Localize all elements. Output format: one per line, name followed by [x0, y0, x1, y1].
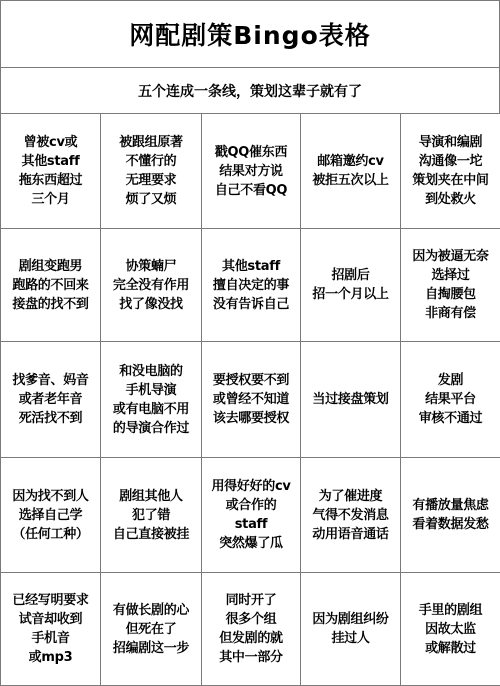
bingo-cell-text: 因为被逼无奈 选择过 自掏腰包 非商有偿 [412, 249, 489, 321]
bingo-cell-r2c3 [202, 229, 301, 342]
page-title: 网配剧策Bingo表格 [0, 0, 500, 68]
bingo-cell-text: 为了催进度 气得不发消息 动用语音通话 [312, 488, 389, 542]
bingo-cell-text: 有做长剧的心 但死在了 招编剧这一步 [112, 602, 190, 656]
bingo-cell-r5c1 [1, 573, 101, 686]
bingo-cell-r5c5 [401, 573, 500, 686]
bingo-cell-r3c4 [301, 342, 401, 458]
bingo-cell-text: 手里的剧组 因故太监 或解散过 [418, 602, 483, 656]
bingo-cell-text: 同时开了 很多个组 但发剧的就 其中一部分 [219, 593, 283, 665]
bingo-cell-text: 导演和编剧 沟通像一坨 策划夹在中间 到处救火 [412, 135, 489, 207]
bingo-cell-text: 找爹音、妈音 或者老年音 死活找不到 [12, 373, 89, 426]
bingo-cell-text: 被跟组原著 不懂行的 无理要求 烦了又烦 [119, 135, 183, 207]
bingo-cell-r3c1 [1, 342, 101, 458]
bingo-cell-text: 已经写明要求 试音却收到 手机音 或mp3 [12, 593, 89, 665]
bingo-cell-r1c5 [401, 114, 500, 229]
bingo-cell-r2c5 [401, 229, 500, 342]
bingo-cell-r3c5 [401, 342, 500, 458]
bingo-cell-text: 剧组其他人 犯了错 自己直接被挂 [112, 488, 190, 542]
bingo-cell-r3c2 [101, 342, 202, 458]
bingo-cell-r4c4 [301, 458, 401, 573]
bingo-cell-r5c2 [101, 573, 202, 686]
bingo-cell-text: 戳QQ催东西 结果对方说 自己不看QQ [214, 144, 288, 198]
bingo-cell-text: 有播放量焦虑 看着数据发愁 [412, 498, 489, 532]
bingo-cell-r4c5 [401, 458, 500, 573]
bingo-cell-r1c4 [301, 114, 401, 229]
bingo-cell-text: 发剧 结果平台 审核不通过 [418, 373, 483, 426]
bingo-cell-text: 其他staff 擅自决定的事 没有告诉自己 [212, 258, 290, 312]
bingo-cell-text: 因为找不到人 选择自己学 （任何工种） [12, 488, 89, 542]
bingo-cell-r1c3 [202, 114, 301, 229]
bingo-cell-r4c1 [1, 458, 101, 573]
bingo-cell-text: 要授权要不到 或曾经不知道 该去哪要授权 [212, 373, 290, 426]
bingo-cell-r1c2 [101, 114, 202, 229]
bingo-cell-text: 剧组变跑男 跑路的不回来 接盘的找不到 [12, 258, 89, 312]
bingo-cell-text: 协策蝻尸 完全没有作用 找了像没找 [112, 258, 190, 312]
bingo-cell-r5c4 [301, 573, 401, 686]
bingo-cell-r1c1 [1, 114, 101, 229]
bingo-cell-r5c3 [202, 573, 301, 686]
bingo-cell-r2c1 [1, 229, 101, 342]
bingo-cell-text: 因为剧组纠纷 挂过人 [312, 612, 389, 646]
page-subtitle: 五个连成一条线，策划这辈子就有了 [0, 68, 500, 114]
bingo-cell-r4c3 [202, 458, 301, 573]
bingo-cell-text: 和没电脑的 手机导演 或有电脑不用 的导演合作过 [112, 363, 190, 436]
bingo-cell-r2c4 [301, 229, 401, 342]
bingo-cell-r3c3 [202, 342, 301, 458]
bingo-cell-text: 邮箱邀约cv 被拒五次以上 [312, 154, 389, 188]
bingo-cell-text: 曾被cv或 其他staff 拖东西超过 三个月 [18, 135, 83, 207]
bingo-cell-text: 当过接盘策划 [312, 392, 389, 407]
bingo-cell-text: 用得好好的cv 或合作的 staff 突然爆了瓜 [211, 479, 291, 551]
bingo-cell-r4c2 [101, 458, 202, 573]
bingo-cell-r2c2 [101, 229, 202, 342]
bingo-cell-text: 招剧后 招一个月以上 [312, 268, 389, 302]
bingo-grid [0, 114, 500, 686]
